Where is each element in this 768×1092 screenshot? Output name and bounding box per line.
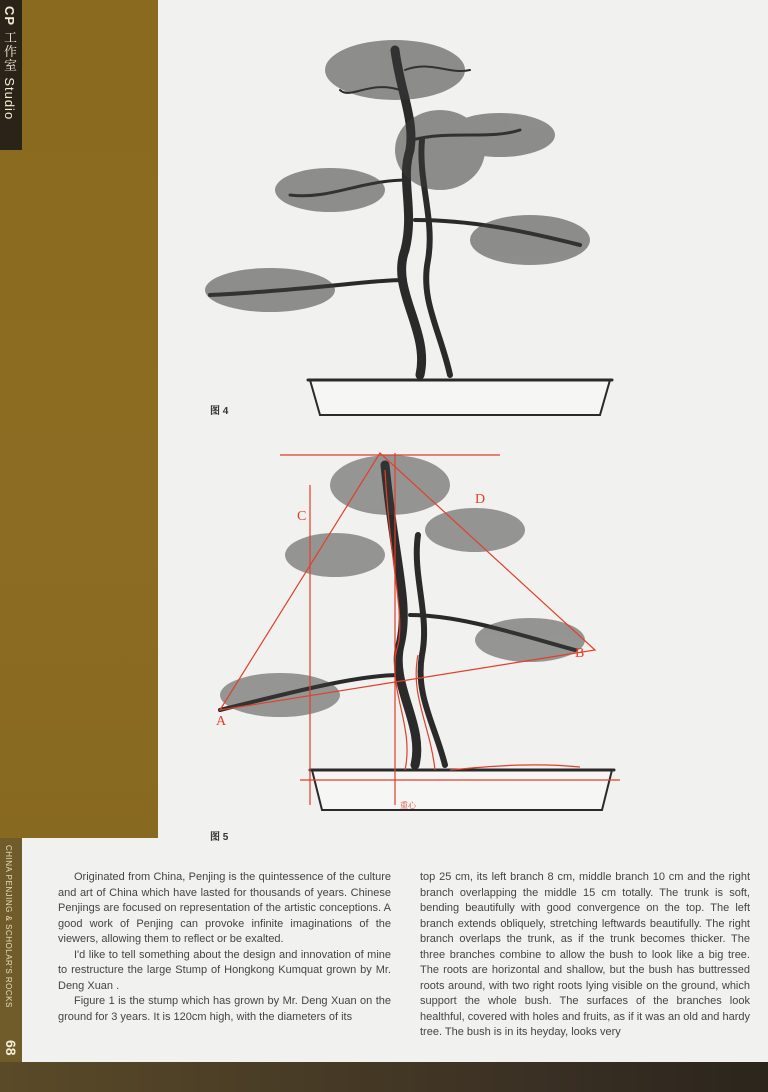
point-c-label: C	[297, 509, 307, 524]
gold-side-band	[0, 0, 158, 838]
bottom-strip	[0, 1062, 768, 1092]
brand-mark: CP	[2, 6, 17, 27]
figure-5-caption: 图 5	[210, 832, 229, 843]
point-d-label: D	[475, 492, 486, 507]
magazine-name: CHINA PENJING & SCHOLAR'S ROCKS	[4, 845, 13, 1008]
paragraph: top 25 cm, its left branch 8 cm, middle branch 10 cm and the right branch overlapping the middle 15 cm totally. The trunk is soft, bending beautifully with good convergence on the top. The left branch extends obliquely, stretching leftwards beautifully. The right branch overlaps the trunk, as if the trunk becomes thicker. The three branches combine to allow the bush to look like a big tree. The roots are horizontal and shallow, but the bush has buttressed roots around, with two right roots lying visible on the ground, which support the whole bush. The surfaces of the branches look healthful, covered with holes and fruits, as if it was an old and hardy tree. The bush is in its heyday, looks very	[420, 871, 750, 1038]
section-cn: 工作室	[2, 30, 17, 73]
figure-4-bonsai-drawing	[190, 30, 620, 430]
paragraph: Figure 1 is the stump which has grown by Mr. Deng Xuan on the ground for 3 years. It is 120cm high, with the diameters of its	[58, 995, 391, 1023]
figure-5-bonsai-analysis	[200, 445, 630, 830]
paragraph: I'd like to tell something about the design and innovation of mine to restructure the large Stump of Hongkong Kumquat grown by Mr. Deng Xuan .	[58, 948, 391, 992]
article-column-left	[58, 870, 391, 1025]
page-number: 68	[3, 1040, 19, 1056]
figure-4-caption: 图 4	[210, 406, 229, 417]
section-label	[3, 6, 19, 120]
section-en: Studio	[2, 77, 17, 121]
point-b-label: B	[575, 646, 585, 661]
paragraph: Originated from China, Penjing is the quintessence of the culture and art of China which have lasted for thousands of years. Chinese Penjings are focused on representation of the artistic conceptions. A good work of Penjing can provoke infinite imaginations of the viewers, allowing them to reflect or be exalted.	[58, 871, 391, 945]
article-column-right	[420, 870, 750, 1041]
point-a-label: A	[216, 714, 227, 729]
center-of-gravity-label: 重心	[400, 801, 416, 810]
